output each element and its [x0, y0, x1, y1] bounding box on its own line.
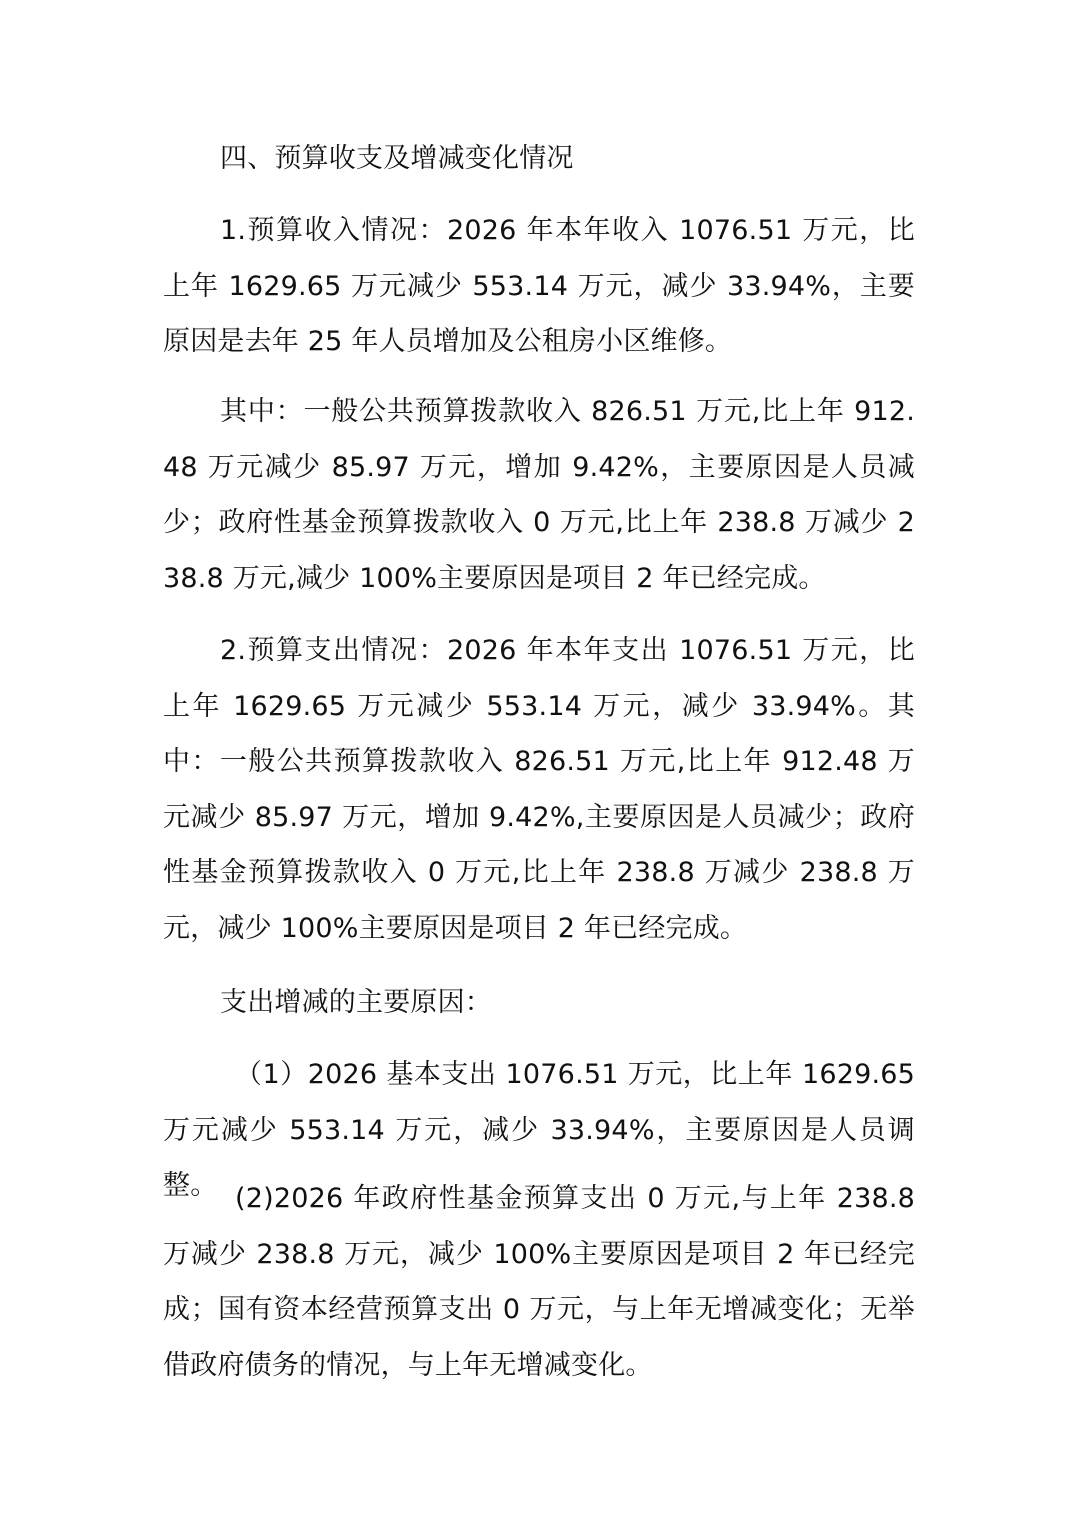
paragraph-income-detail: 其中：一般公共预算拨款收入 826.51 万元,比上年 912.48 万元减少 85.97 万元，增加 9.42%，主要原因是人员减少；政府性基金预算拨款收入 0 万元,比上年 238.8 万减少 238.8 万元,减少 100%主要原因是项目 2 年已经完成。: [163, 396, 915, 594]
reason-item-2: (2)2026 年政府性基金预算支出 0 万元,与上年 238.8 万减少 238.8 万元，减少 100%主要原因是项目 2 年已经完成；国有资本经营预算支出 0 万元，与上年无增减变化；无举借政府债务的情况，与上年无增减变化。: [163, 1183, 915, 1381]
reasons-title: 支出增减的主要原因：: [220, 987, 492, 1018]
paragraph-income: 1.预算收入情况：2026 年本年收入 1076.51 万元，比上年 1629.65 万元减少 553.14 万元，减少 33.94%，主要原因是去年 25 年人员增加及公租房小区维修。: [163, 215, 915, 357]
paragraph-expense: 2.预算支出情况：2026 年本年支出 1076.51 万元，比上年 1629.65 万元减少 553.14 万元，减少 33.94%。其中：一般公共预算拨款收入 826.51 万元,比上年 912.48 万元减少 85.97 万元，增加 9.42%,主要原因是人员减少；政府性基金预算拨款收入 0 万元,比上年 238.8 万减少 238.8 万元，减少 100%主要原因是项目 2 年已经完成。: [163, 635, 915, 944]
section-heading: 四、预算收支及增减变化情况: [220, 143, 574, 174]
reason-item-1: （1）2026 基本支出 1076.51 万元，比上年 1629.65 万元减少 553.14 万元，减少 33.94%，主要原因是人员调整。: [163, 1059, 915, 1201]
